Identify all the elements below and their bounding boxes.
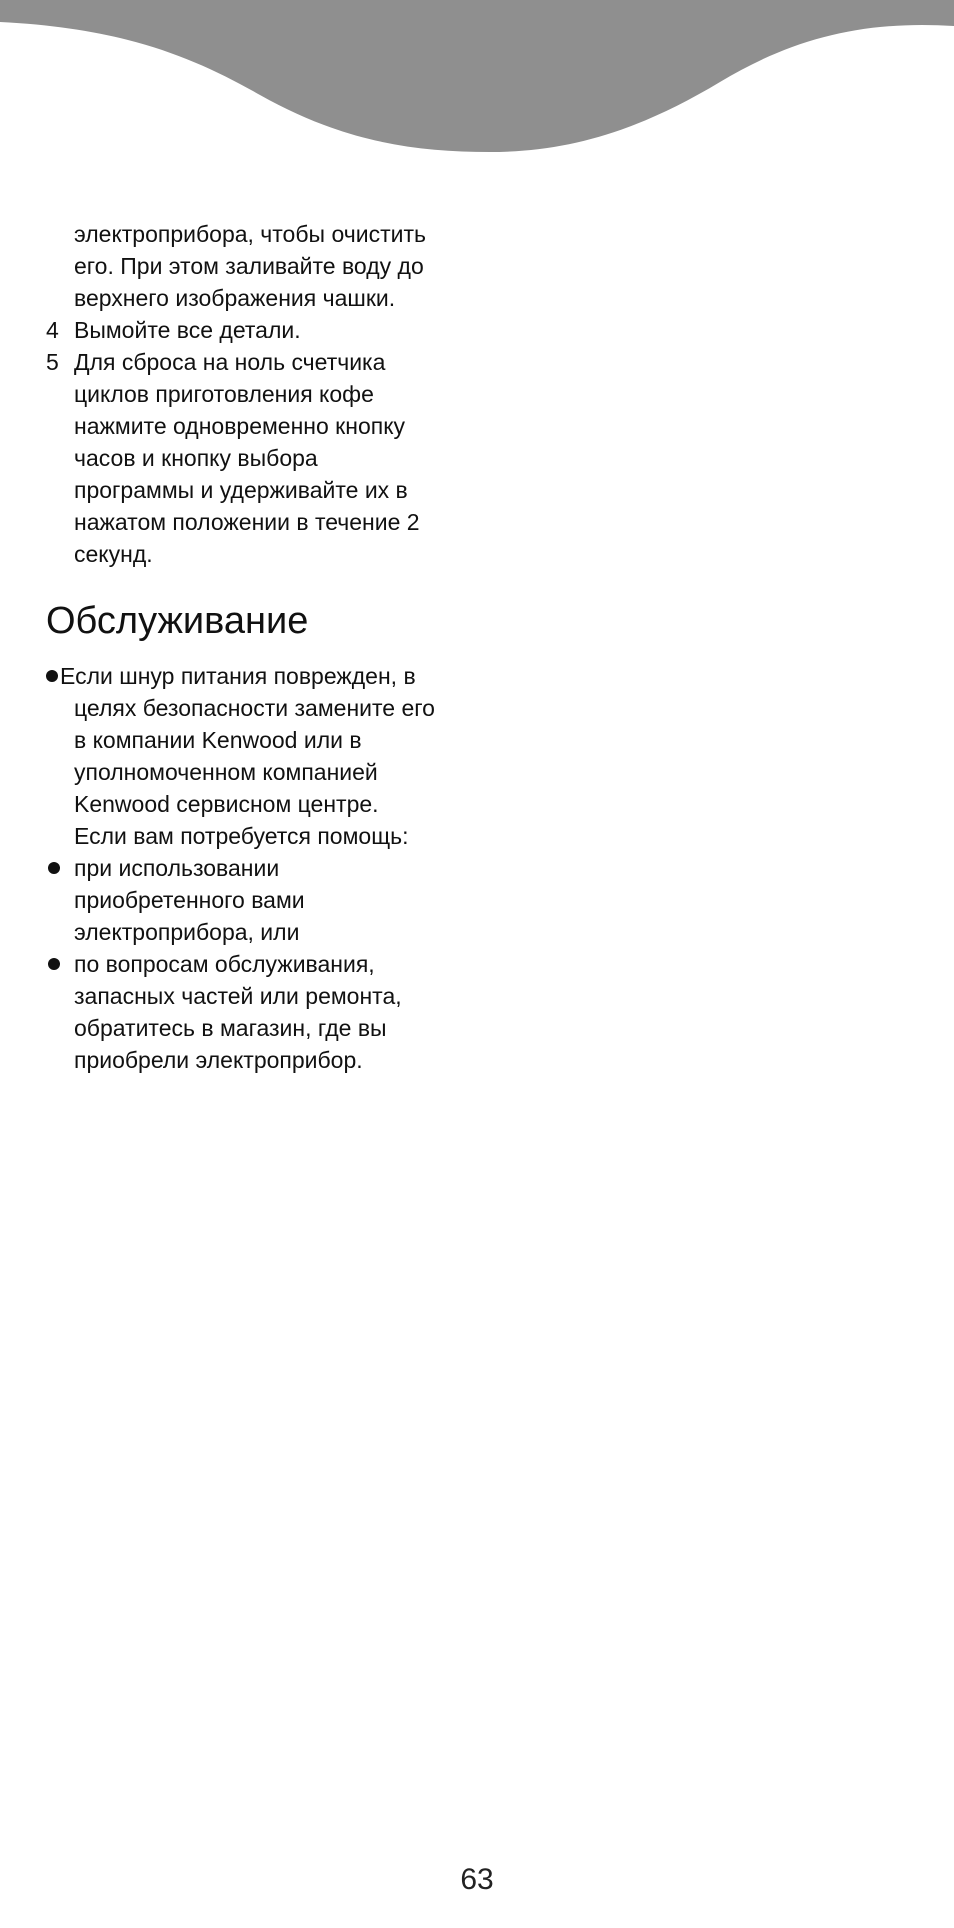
bullet-item-power-cord — [46, 660, 486, 852]
text-line: Вымойте все детали. — [74, 317, 301, 343]
text-line: программы и удерживайте их в — [74, 477, 408, 503]
text-line: электроприбора, или — [74, 919, 300, 945]
bullet-item-usage — [46, 852, 486, 948]
text-line: при использовании — [74, 855, 280, 881]
step-4 — [46, 314, 486, 346]
text-line: электроприбора, чтобы очистить — [74, 221, 426, 247]
text-line: Если вам потребуется помощь: — [74, 823, 409, 849]
text-line: Kenwood сервисном центре. — [74, 791, 379, 817]
text-line: целях безопасности замените его — [74, 695, 435, 721]
bullet-icon — [46, 670, 58, 682]
text-line: приобрели электроприбор. — [74, 1047, 363, 1073]
step-5 — [46, 346, 486, 570]
text-line: уполномоченном компанией — [74, 759, 378, 785]
bullet-list — [46, 852, 486, 1076]
text-line: Если шнур питания поврежден, в — [60, 663, 416, 689]
text-line: часов и кнопку выбора — [74, 445, 318, 471]
text-line: обратитесь в магазин, где вы — [74, 1015, 387, 1041]
page-number: 63 — [460, 1863, 494, 1896]
header-wave-shape — [0, 0, 954, 152]
text-line: в компании Kenwood или в — [74, 727, 362, 753]
text-line: нажатом положении в течение 2 — [74, 509, 420, 535]
text-line: нажмите одновременно кнопку — [74, 413, 406, 439]
text-line: циклов приготовления кофе — [74, 381, 374, 407]
header-wave-banner — [0, 0, 954, 160]
bullet-icon — [48, 958, 60, 970]
continued-paragraph — [46, 218, 486, 314]
bullet-continuation — [46, 692, 486, 852]
text-line: Для сброса на ноль счетчика — [74, 349, 386, 375]
bullet-icon — [48, 862, 60, 874]
numbered-steps — [46, 314, 486, 570]
text-line: запасных частей или ремонта, — [74, 983, 402, 1009]
text-line: приобретенного вами — [74, 887, 305, 913]
text-line: верхнего изображения чашки. — [74, 285, 396, 311]
document-body — [46, 218, 486, 1076]
text-line: его. При этом заливайте воду до — [74, 253, 424, 279]
step-number: 4 — [46, 317, 59, 343]
bullet-first-line — [46, 660, 486, 692]
step-number: 5 — [46, 349, 59, 375]
section-heading: Обслуживание — [46, 600, 309, 642]
text-line: по вопросам обслуживания, — [74, 951, 375, 977]
text-line: секунд. — [74, 541, 153, 567]
bullet-item-service — [46, 948, 486, 1076]
